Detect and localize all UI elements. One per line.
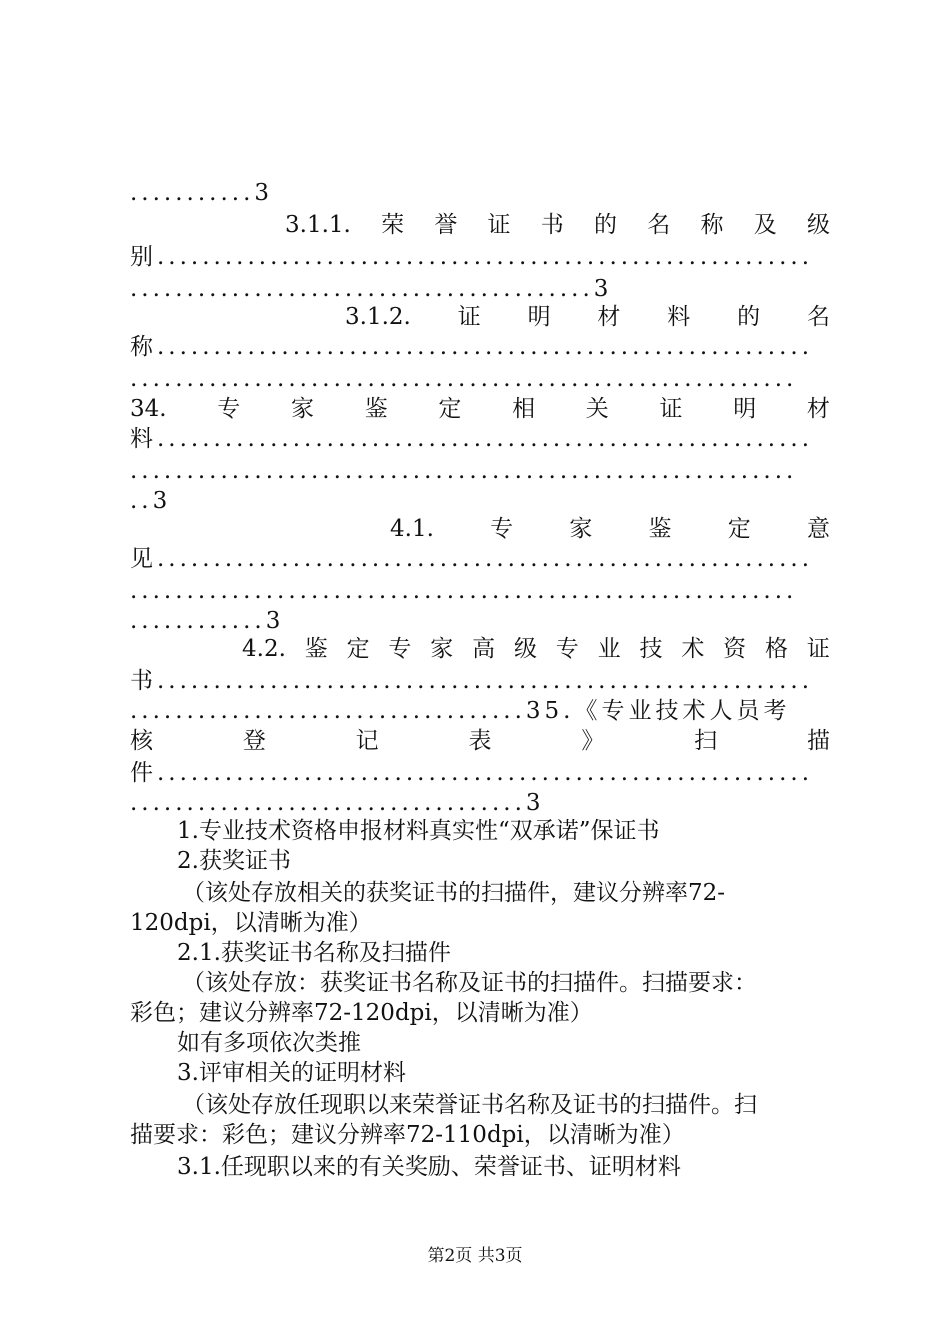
toc-line: 称.......................................................... bbox=[130, 334, 814, 360]
note-3: （该处存放任现职以来荣誉证书名称及证书的扫描件。扫 bbox=[182, 1092, 757, 1118]
toc-entry-3-1-1: 3.1.1. 荣 誉 证 书 的 名 称 及 级 bbox=[285, 212, 830, 238]
toc-entry-4-1: 4.1. 专 家 鉴 定 意 bbox=[390, 516, 830, 542]
heading-1: 1.专业技术资格申报材料真实性“双承诺”保证书 bbox=[177, 818, 660, 844]
toc-line: 别.......................................................... bbox=[130, 244, 814, 270]
heading-3-1: 3.1.任现职以来的有关奖励、荣誉证书、证明材料 bbox=[177, 1154, 681, 1180]
toc-entry-35: ...................................35.《专业技术人员考 bbox=[130, 698, 791, 724]
note-multiple: 如有多项依次类推 bbox=[177, 1030, 361, 1056]
note-2: （该处存放相关的获奖证书的扫描件，建议分辨率72- bbox=[182, 880, 726, 906]
toc-line: 料.......................................................... bbox=[130, 426, 814, 452]
page-footer: 第2页 共3页 bbox=[427, 1246, 523, 1266]
toc-line: ........................................................... bbox=[130, 366, 798, 392]
note-2-1-cont: 彩色；建议分辨率72-120dpi，以清晰为准） bbox=[130, 1000, 593, 1026]
toc-line: ............3 bbox=[130, 608, 285, 634]
toc-entry-3-1-2: 3.1.2. 证 明 材 料 的 名 bbox=[345, 304, 830, 330]
toc-line: ...................................3 bbox=[130, 790, 545, 816]
toc-line: ...........3 bbox=[130, 180, 274, 206]
toc-line: ..3 bbox=[130, 488, 172, 514]
toc-line: 书.......................................................... bbox=[130, 668, 814, 694]
toc-entry-35-cont: 核 登 记 表 》 扫 描 bbox=[130, 728, 830, 754]
heading-2: 2.获奖证书 bbox=[177, 848, 291, 874]
toc-entry-4-2: 4.2. 鉴 定 专 家 高 级 专 业 技 术 资 格 证 bbox=[242, 636, 830, 662]
toc-line: 见.......................................................... bbox=[130, 546, 814, 572]
note-2-1: （该处存放：获奖证书名称及证书的扫描件。扫描要求： bbox=[182, 970, 757, 996]
note-3-cont: 描要求：彩色；建议分辨率72-110dpi，以清晰为准） bbox=[130, 1122, 685, 1148]
toc-line: ........................................................... bbox=[130, 578, 798, 604]
toc-line: .........................................3 bbox=[130, 276, 613, 302]
heading-3: 3.评审相关的证明材料 bbox=[177, 1060, 406, 1086]
note-2-cont: 120dpi，以清晰为准） bbox=[130, 910, 372, 936]
toc-entry-34: 34. 专 家 鉴 定 相 关 证 明 材 bbox=[130, 396, 830, 422]
toc-line: ........................................................... bbox=[130, 458, 798, 484]
heading-2-1: 2.1.获奖证书名称及扫描件 bbox=[177, 940, 451, 966]
toc-line: 件.......................................................... bbox=[130, 760, 814, 786]
